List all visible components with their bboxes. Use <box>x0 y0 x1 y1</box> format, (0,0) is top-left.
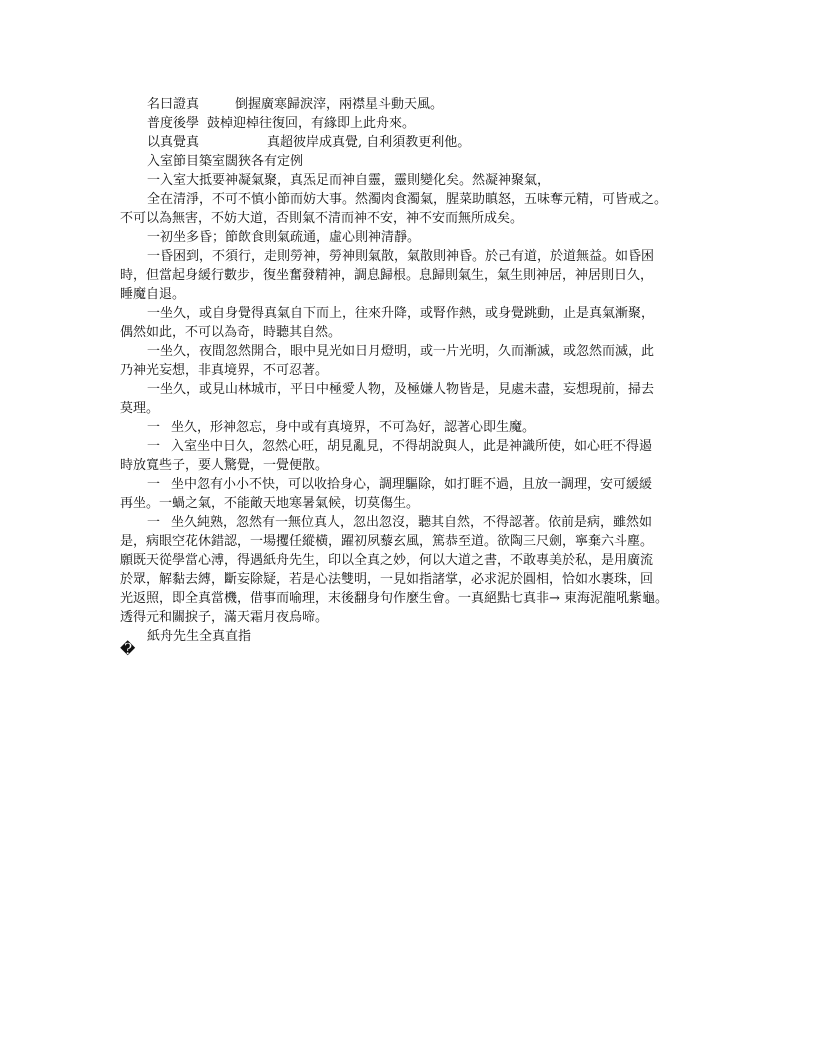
paragraph-line: 全在清淨，不可不慎小節而妨大事。然濁肉食濁氣，腥菜助瞋怒，五味奪元精，可皆戒之。 <box>147 192 668 207</box>
verse-label: 名曰證真 <box>147 97 200 112</box>
paragraph-line: 乃神光妄想，非真境界，不可忍著。 <box>120 363 329 378</box>
dash-paragraph-line <box>120 418 696 437</box>
dash-mark: 一 <box>147 420 161 435</box>
dash-mark: 一 <box>147 477 161 492</box>
section-title: 入室節目築室闊狹各有定例 <box>147 154 304 169</box>
paragraph-line: 時放寬些子，要人驚覺，一覺便散。 <box>120 458 329 473</box>
verse-line <box>120 114 696 133</box>
paragraph-line: 是，病眼空花休錯認，一場攫任縱橫，躍初夙藜玄風，篤恭至道。欲陶三尺劍，寧棄六斗塵。 <box>120 534 654 549</box>
dash-text: 坐久純熟，忽然有一無位真人，忽出忽沒，聽其自然，不得認著。依前是病，雖然如 <box>171 515 653 530</box>
verse-label: 以真覺真 <box>147 135 200 150</box>
dash-text: 坐久，形神忽忘，身中或有真境界，不可為好，認著心即生魔。 <box>171 420 536 435</box>
paragraph-line: 一昏困到，不須行，走則勞神，勞神則氣散，氣散則神昏。於己有道，於道無益。如昏困 <box>147 249 655 264</box>
dash-mark: 一 <box>147 439 161 454</box>
paragraph-line: 不可以為無害，不妨大道，否則氣不清而神不安，神不安而無所成矣。 <box>120 211 524 226</box>
verse-text: 真超彼岸成真覺, 自利須教更利他。 <box>267 135 471 150</box>
paragraph-line: 莫理。 <box>120 401 160 416</box>
paragraph-line: 時，但當起身緩行數步，復坐奮發精神，調息歸根。息歸則氣生，氣生則神居，神居則日久， <box>120 268 654 283</box>
verse-label: 普度後學 <box>147 116 200 131</box>
paragraph-line: 一坐久，或見山林城市，平日中極愛人物，及極嫌人物皆是，見處未盡，妄想現前，掃去 <box>147 382 655 397</box>
verse-text: 倒握廣寒歸淚滓，兩襟星斗動天風。 <box>235 97 444 112</box>
paragraph-line: 一坐久，或自身覺得真氣自下而上，往來升降，或腎作熱，或身覺跳動，止是真氣漸聚， <box>147 306 655 321</box>
stray-glyph: � <box>120 640 136 658</box>
dash-paragraph-line <box>120 475 696 494</box>
paragraph-line: 睡魔自退。 <box>120 287 186 302</box>
dash-text: 坐中忽有小小不快，可以收拾身心，調理驅除，如打睚不過，且放一調理，安可緩緩 <box>171 477 653 492</box>
dash-text: 入室坐中日久，忽然心旺，胡見亂見，不得胡說與人，此是神識所使，如心旺不得遏 <box>171 439 653 454</box>
verse-line <box>120 133 696 152</box>
paragraph-line: 願既天從學當心溥，得遇紙舟先生，印以全真之妙，何以大道之書，不敢專美於私，是用廣流 <box>120 553 654 568</box>
paragraph-line: 透得元和關捩子，滿天霜月夜烏啼。 <box>120 610 329 625</box>
paragraph-line: 偶然如此，不可以為奇，時聽其自然。 <box>120 325 342 340</box>
paragraph-line: 一初坐多昏；節飲食則氣疏通，虛心則神清靜。 <box>147 230 421 245</box>
footer-title: 紙舟先生全真直指 <box>147 629 252 644</box>
dash-mark: 一 <box>147 515 161 530</box>
verse-line <box>120 95 696 114</box>
paragraph-line: 一入室大抵要神凝氣聚，真炁足而神自靈，靈則變化矣。然凝神聚氣， <box>147 173 551 188</box>
paragraph-line: 一坐久，夜間忽然開合，眼中見光如日月燈明，或一片光明，久而漸滅，或忽然而滅，此 <box>147 344 655 359</box>
dash-paragraph-line <box>120 437 696 456</box>
verse-text: 鼓棹迎棹往復回，有緣即上此舟來。 <box>207 116 416 131</box>
paragraph-line: 再坐。一蝸之氣，不能敵天地寒暑氣候，切莫傷生。 <box>120 496 420 511</box>
dash-paragraph-line <box>120 513 696 532</box>
text-block <box>120 95 696 646</box>
paragraph-line: 於眾，解黏去縛，斷妄除疑，若是心法雙明，一見如指諸掌，必求泥於圓相，恰如水裹珠，回 <box>120 572 654 587</box>
paragraph-line: 光返照，即全真當機，借事而喻理，末後翻身句作麼生會。一真絕點七真非→ 東海泥龍吼紫龜。 <box>120 591 669 606</box>
